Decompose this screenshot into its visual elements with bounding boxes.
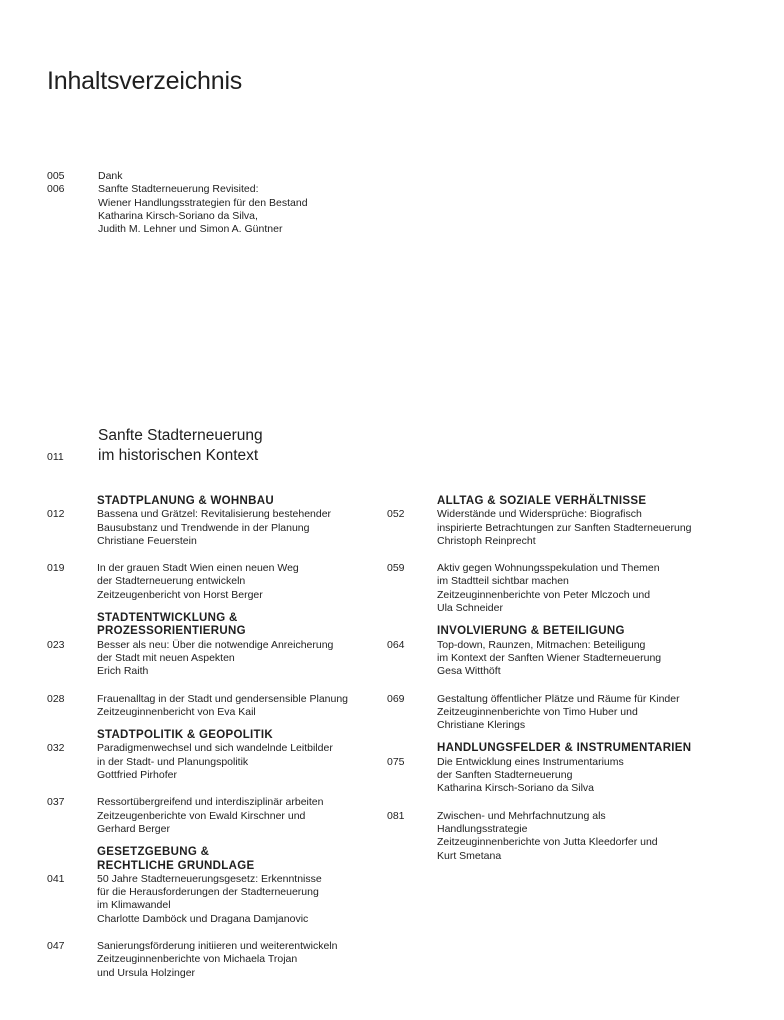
entry-line: Gerhard Berger: [97, 822, 170, 835]
toc-group: [387, 495, 727, 615]
entry-line: Zeitzeuginnenberichte von Timo Huber und: [437, 705, 638, 718]
entry-line: Bausubstanz und Trendwende in der Planung: [97, 521, 310, 534]
entry-line: Ressortübergreifend und interdisziplinär arbeiten: [97, 796, 324, 809]
page-number: 012: [47, 508, 65, 521]
entry-line: Widerstände und Widersprüche: Biografisch: [437, 508, 642, 521]
entry-line: Sanierungsförderung initiieren und weiterentwickeln: [97, 940, 338, 953]
page-number: 081: [387, 809, 405, 822]
section-title-line: im historischen Kontext: [98, 446, 259, 464]
group-heading-line: STADTPOLITIK & GEOPOLITIK: [97, 729, 273, 742]
entry-line: Top-down, Raunzen, Mitmachen: Beteiligung: [437, 638, 646, 651]
entry-line: in der Stadt- und Planungspolitik: [97, 755, 249, 768]
page-number: 069: [387, 692, 405, 705]
entry-line: der Sanften Stadterneuerung: [437, 769, 573, 782]
toc-entry[interactable]: [47, 742, 377, 782]
entry-line: Gesa Witthöft: [437, 665, 501, 678]
group-heading-line: ALLTAG & SOZIALE VERHÄLTNISSE: [437, 495, 647, 507]
group-heading: [97, 846, 377, 873]
toc-left-column: [47, 495, 377, 990]
entry-line: Bassena und Grätzel: Revitalisierung bestehender: [97, 508, 332, 521]
entry-line: der Stadterneuerung entwickeln: [97, 575, 246, 588]
toc-group: [47, 846, 377, 980]
entry-line: Zeitzeugenberichte von Ewald Kirschner und: [97, 809, 306, 822]
toc-entry[interactable]: [47, 940, 377, 980]
entry-line: Dank: [98, 170, 123, 182]
group-heading-line: RECHTLICHE GRUNDLAGE: [97, 859, 255, 872]
group-heading: [437, 742, 727, 755]
group-heading-line: INVOLVIERUNG & BETEILIGUNG: [437, 625, 625, 638]
toc-entry[interactable]: [387, 562, 727, 615]
entry-line: Charlotte Damböck und Dragana Damjanovic: [97, 912, 309, 925]
page-number: 037: [47, 796, 65, 809]
entry-line: Judith M. Lehner und Simon A. Güntner: [98, 223, 283, 236]
entry-line: Sanfte Stadterneuerung Revisited:: [98, 183, 259, 196]
toc-entry[interactable]: [47, 170, 447, 183]
toc-entry[interactable]: [47, 873, 377, 926]
entry-line: für die Herausforderungen der Stadterneuerung: [97, 886, 319, 899]
entry-line: Kurt Smetana: [437, 849, 502, 862]
toc-right-column: [387, 495, 727, 873]
section-title: [98, 426, 263, 465]
entry-line: 50 Jahre Stadterneuerungsgesetz: Erkenntnisse: [97, 872, 322, 885]
entry-line: Wiener Handlungsstrategien für den Bestand: [98, 196, 308, 209]
entry-line: Christiane Klerings: [437, 719, 526, 732]
entry-line: und Ursula Holzinger: [97, 966, 196, 979]
group-heading-line: PROZESSORIENTIERUNG: [97, 625, 246, 638]
entry-line: im Klimawandel: [97, 899, 171, 912]
front-matter: [47, 170, 447, 236]
entry-line: im Kontext der Sanften Wiener Stadterneuerung: [437, 651, 662, 664]
toc-group: [47, 495, 377, 602]
entry-line: der Stadt mit neuen Aspekten: [97, 651, 235, 664]
entry-line: Die Entwicklung eines Instrumentariums: [437, 755, 624, 768]
toc-entry[interactable]: [387, 508, 727, 548]
entry-line: Aktiv gegen Wohnungsspekulation und Themen: [437, 562, 660, 575]
group-heading: [97, 612, 377, 639]
section-page-number: 011: [47, 451, 64, 463]
toc-entry[interactable]: [387, 756, 727, 796]
entry-line: Gottfried Pirhofer: [97, 769, 177, 782]
page-number: 023: [47, 638, 65, 651]
group-heading: [437, 495, 727, 508]
entry-line: Paradigmenwechsel und sich wandelnde Leitbilder: [97, 742, 333, 755]
group-heading-line: STADTPLANUNG & WOHNBAU: [97, 495, 274, 507]
entry-line: Christiane Feuerstein: [97, 534, 197, 547]
entry-line: Ula Schneider: [437, 602, 503, 615]
toc-entry[interactable]: [387, 639, 727, 679]
page-number: 006: [47, 183, 65, 196]
section-title-line: Sanfte Stadterneuerung: [98, 427, 263, 444]
entry-line: In der grauen Stadt Wien einen neuen Weg: [97, 562, 299, 575]
page-number: 019: [47, 562, 65, 575]
page-number: 075: [387, 755, 405, 768]
group-heading-line: STADTENTWICKLUNG &: [97, 612, 238, 625]
entry-line: Christoph Reinprecht: [437, 534, 536, 547]
entry-line: im Stadtteil sichtbar machen: [437, 575, 569, 588]
toc-entry[interactable]: [47, 693, 377, 720]
toc-entry[interactable]: [47, 562, 377, 602]
entry-line: Zeitzeugenbericht von Horst Berger: [97, 588, 263, 601]
toc-entry[interactable]: [47, 183, 447, 236]
group-heading: [437, 625, 727, 638]
entry-line: Zeitzeuginnenberichte von Michaela Trojan: [97, 953, 298, 966]
entry-line: Frauenalltag in der Stadt und gendersensible Planung: [97, 692, 349, 705]
entry-line: Zeitzeuginnenbericht von Eva Kail: [97, 705, 256, 718]
entry-line: Gestaltung öffentlicher Plätze und Räume für Kinder: [437, 692, 680, 705]
toc-group: [47, 729, 377, 836]
page-number: 052: [387, 508, 405, 521]
toc-group: [47, 612, 377, 719]
page-title: Inhaltsverzeichnis: [47, 67, 243, 95]
page-number: 059: [387, 562, 405, 575]
entry-line: inspirierte Betrachtungen zur Sanften Stadterneuerung: [437, 521, 692, 534]
group-heading-line: GESETZGEBUNG &: [97, 846, 210, 859]
page-number: 032: [47, 742, 65, 755]
page-number: 028: [47, 692, 65, 705]
entry-line: Katharina Kirsch-Soriano da Silva: [437, 782, 594, 795]
toc-group: [387, 742, 727, 862]
toc-entry[interactable]: [47, 508, 377, 548]
group-heading: [97, 729, 377, 742]
group-heading-line: HANDLUNGSFELDER & INSTRUMENTARIEN: [437, 742, 692, 755]
entry-line: Zeitzeuginnenberichte von Jutta Kleedorfer und: [437, 836, 658, 849]
page-number: 064: [387, 638, 405, 651]
entry-line: Katharina Kirsch-Soriano da Silva,: [98, 209, 258, 222]
entry-line: Erich Raith: [97, 665, 149, 678]
page-number: 041: [47, 872, 65, 885]
entry-line: Handlungsstrategie: [437, 822, 528, 835]
page-number: 005: [47, 170, 65, 182]
toc-group: [387, 625, 727, 732]
entry-line: Zwischen- und Mehrfachnutzung als: [437, 809, 606, 822]
toc-entry[interactable]: [47, 796, 377, 836]
toc-entry[interactable]: [47, 639, 377, 679]
page-number: 047: [47, 940, 65, 953]
entry-line: Besser als neu: Über die notwendige Anreicherung: [97, 638, 334, 651]
toc-entry[interactable]: [387, 693, 727, 733]
entry-line: Zeitzeuginnenberichte von Peter Mlczoch und: [437, 588, 651, 601]
group-heading: [97, 495, 377, 508]
toc-entry[interactable]: [387, 810, 727, 863]
